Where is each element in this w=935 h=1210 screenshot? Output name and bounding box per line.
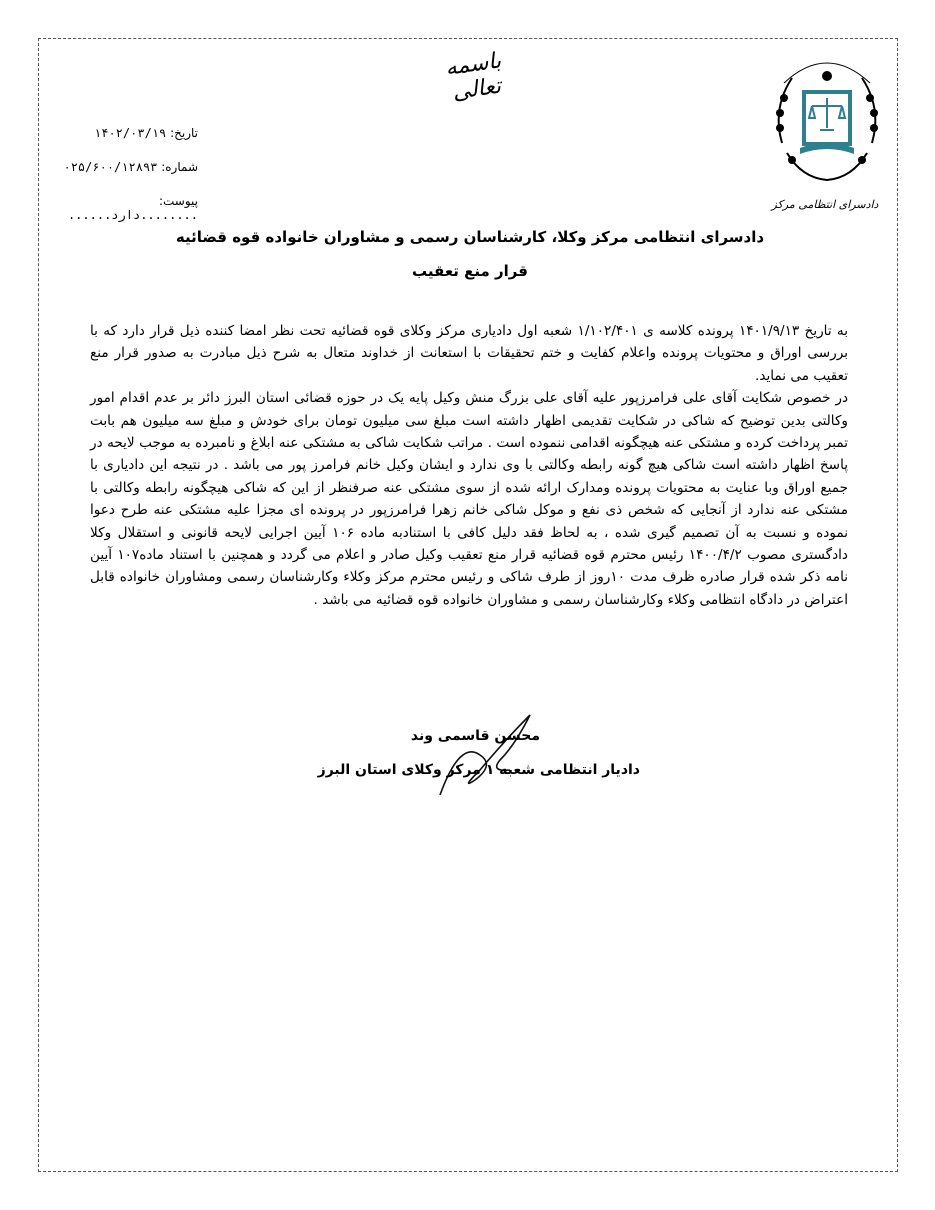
document-body: [90, 320, 848, 611]
attachment-value: ........دارد......: [67, 208, 198, 222]
body-paragraph-1: به تاریخ ۱۴۰۱/۹/۱۳ پرونده کلاسه ی ۱/۱۰۲/۴۰۱ شعبه اول دادیاری مرکز وکلای قوه قضائیه تحت نظر امضا کننده ذیل قرار دارد که با بررسی اوراق و محتویات پرونده واعلام کفایت و ختم تحقیقات با استعانت از خداوند متعال به شرح ذیل مبادرت به صدور قرار منع تعقیب می نماید.: [90, 323, 849, 384]
letter-number-line: [48, 160, 198, 174]
document-title: دادسرای انتظامی مرکز وکلا، کارشناسان رسمی و مشاوران خانواده قوه قضائیه: [175, 228, 765, 246]
number-value: ۰۲۵/۶۰۰/۱۲۸۹۳: [63, 160, 158, 174]
number-label: شماره:: [161, 160, 198, 174]
body-paragraph-2: در خصوص شکایت آقای علی فرامرزپور علیه آقای علی بزرگ منش وکیل پایه یک در حوزه قضائی استان البرز دائر بر عدم اقدام امور وکالتی بدین توضیح که شاکی در شکایت تقدیمی اظهار داشته است مبلغ سی میلیون تومان برای خودش و مبلغ سه میلیون هم بابت تمبر پرداخت کرده و مشتکی عنه هیچگونه اقدامی ننموده است . مراتب شکایت شاکی به مشتکی عنه ابلاغ و نامبرده به موجب لایحه در پاسخ اظهار داشته است شاکی هیچ گونه رابطه وکالتی با وی ندارد و ایشان وکیل خانم فرامرز پور می باشد . در نتیجه این دادیاری با جمیع اوراق وبا عنایت به محتویات پرونده ومدارک ارائه شده از سوی مشتکی عنه صرفنظر از این که شاکی هیچگونه رابطه وکالتی با مشتکی عنه ندارد از آنجایی که شخص ذی نفع و موکل شاکی خانم زهرا فرامرزپور در پرونده ای مجزا علیه مشتکی عنه طرح دعوا نموده و نسبت به آن تصمیم گیری شده ، به لحاظ فقد دلیل کافی با استنادبه ماده ۱۰۶ آیین اجرایی لایحه قانونی و استقلال وکلا دادگستری مصوب ۱۴۰۰/۴/۲ رئیس محترم قوه قضائیه قرار منع تعقیب وکیل صادر و اعلام می گردد و همچنین با استناد ماده۱۰۷ آیین نامه ذکر شده قرار صادره ظرف مدت ۱۰روز از طرف شاکی و رئیس محترم مرکز وکلاء وکارشناسان رسمی ومشاوران خانواده قابل اعتراض در دادگاه انتظامی وکلاء وکارشناسان رسمی و مشاوران خانواده قوه قضائیه می باشد .: [90, 390, 849, 608]
bismillah-heading: باسمه تعالی: [443, 48, 503, 106]
date-value: ۱۴۰۲/۰۳/۱۹: [94, 126, 167, 140]
signatory-name: محسن قاسمی وند: [410, 728, 540, 744]
signatory-position: دادیار انتظامی شعبه ۱ مرکز وکلای استان البرز: [317, 762, 640, 778]
attachment-label: پیوست:: [158, 194, 198, 208]
attachment-line: [48, 194, 198, 222]
judiciary-emblem-logo: [762, 48, 892, 218]
date-line: [48, 126, 198, 140]
document-subtitle: قرار منع تعقیب: [412, 262, 528, 280]
date-label: تاریخ:: [170, 126, 198, 140]
logo-caption: دادسرای انتظامی مرکز: [771, 198, 879, 211]
handwritten-signature: [420, 700, 550, 810]
